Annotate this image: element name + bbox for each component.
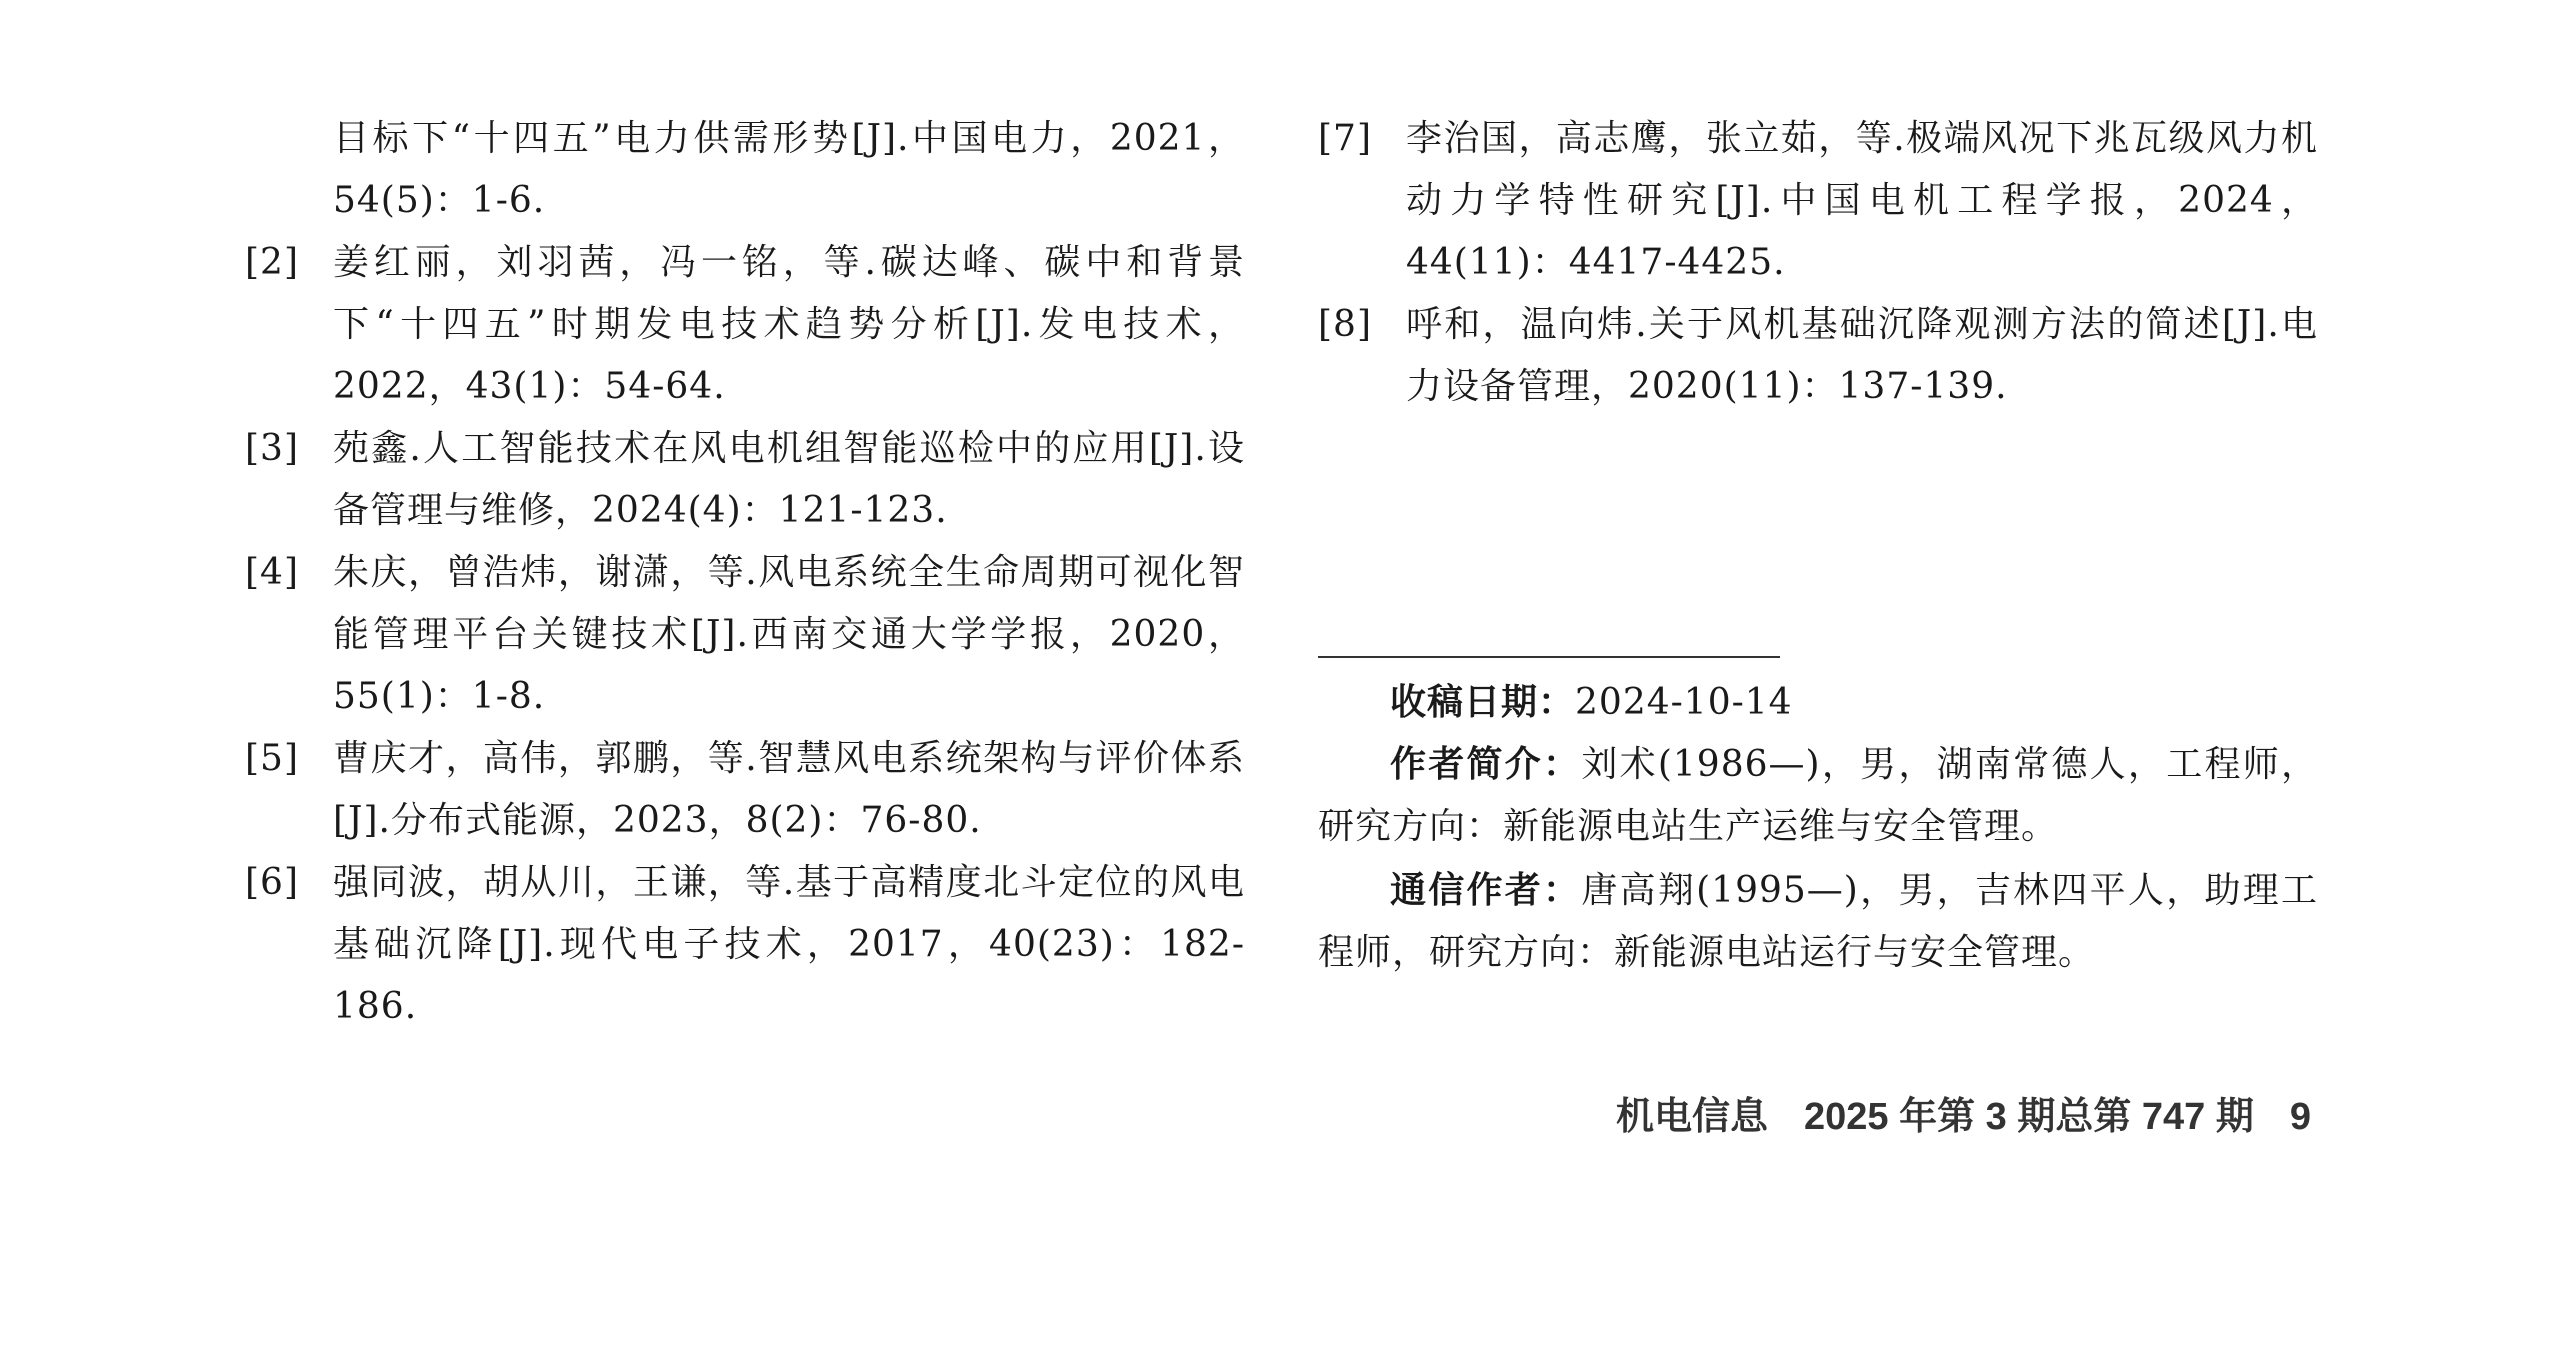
reference-item bbox=[1318, 108, 2318, 294]
corresponding-author-value: 唐高翔(1995—)，男，吉林四平人，助理工程师，研究方向：新能源电站运行与安全管理。 bbox=[1318, 870, 2318, 973]
reference-text: 呼和，温向炜.关于风机基础沉降观测方法的简述[J].电力设备管理，2020(11)：137-139. bbox=[1406, 304, 2318, 407]
received-date-note bbox=[1318, 672, 2318, 734]
reference-continued bbox=[245, 108, 1245, 232]
reference-number: [8] bbox=[1318, 304, 1372, 345]
reference-item bbox=[245, 728, 1245, 852]
footnote-divider bbox=[1318, 656, 1780, 658]
reference-text: 苑鑫.人工智能技术在风电机组智能巡检中的应用[J].设备管理与维修，2024(4)：121-123. bbox=[333, 428, 1245, 531]
corresponding-author-note bbox=[1318, 860, 2318, 984]
reference-number: [6] bbox=[245, 862, 299, 903]
reference-item bbox=[245, 852, 1245, 1038]
reference-number: [2] bbox=[245, 242, 299, 283]
author-bio-label: 作者简介： bbox=[1390, 744, 1582, 785]
reference-text: 强同波，胡从川，王谦，等.基于高精度北斗定位的风电基础沉降[J].现代电子技术，2017，40(23)：182-186. bbox=[333, 862, 1245, 1027]
page-footer bbox=[1616, 1085, 2311, 1140]
corresponding-author-label: 通信作者： bbox=[1390, 870, 1582, 911]
reference-text: 朱庆，曾浩炜，谢潇，等.风电系统全生命周期可视化智能管理平台关键技术[J].西南交通大学学报，2020，55(1)：1-8. bbox=[333, 552, 1245, 717]
reference-item bbox=[245, 232, 1245, 418]
reference-item bbox=[245, 542, 1245, 728]
page-number: 9 bbox=[2289, 1096, 2311, 1138]
references-left-column bbox=[245, 108, 1245, 1038]
received-date-label: 收稿日期： bbox=[1390, 682, 1576, 723]
journal-name: 机电信息 bbox=[1615, 1096, 1768, 1138]
reference-number: [4] bbox=[245, 552, 299, 593]
reference-text: 李治国，高志鹰，张立茹，等.极端风况下兆瓦级风力机动力学特性研究[J].中国电机工程学报，2024，44(11)：4417-4425. bbox=[1406, 118, 2318, 283]
issue-info: 2025 年第 3 期总第 747 期 bbox=[1804, 1096, 2254, 1138]
reference-item bbox=[1318, 294, 2318, 418]
reference-number: [3] bbox=[245, 428, 299, 469]
reference-text: 目标下“十四五”电力供需形势[J].中国电力，2021，54(5)：1-6. bbox=[333, 118, 1245, 221]
reference-text: 姜红丽，刘羽茜，冯一铭，等.碳达峰、碳中和背景下“十四五”时期发电技术趋势分析[J].发电技术，2022，43(1)：54-64. bbox=[333, 242, 1245, 407]
author-bio-note bbox=[1318, 734, 2318, 858]
received-date-value: 2024-10-14 bbox=[1575, 682, 1793, 723]
reference-number: [7] bbox=[1318, 118, 1372, 159]
reference-item bbox=[245, 418, 1245, 542]
reference-number: [5] bbox=[245, 738, 299, 779]
author-bio-value: 刘术(1986—)，男，湖南常德人，工程师，研究方向：新能源电站生产运维与安全管理。 bbox=[1318, 744, 2318, 847]
references-right-column bbox=[1318, 108, 2318, 418]
reference-text: 曹庆才，高伟，郭鹏，等.智慧风电系统架构与评价体系[J].分布式能源，2023，8(2)：76-80. bbox=[333, 738, 1245, 841]
